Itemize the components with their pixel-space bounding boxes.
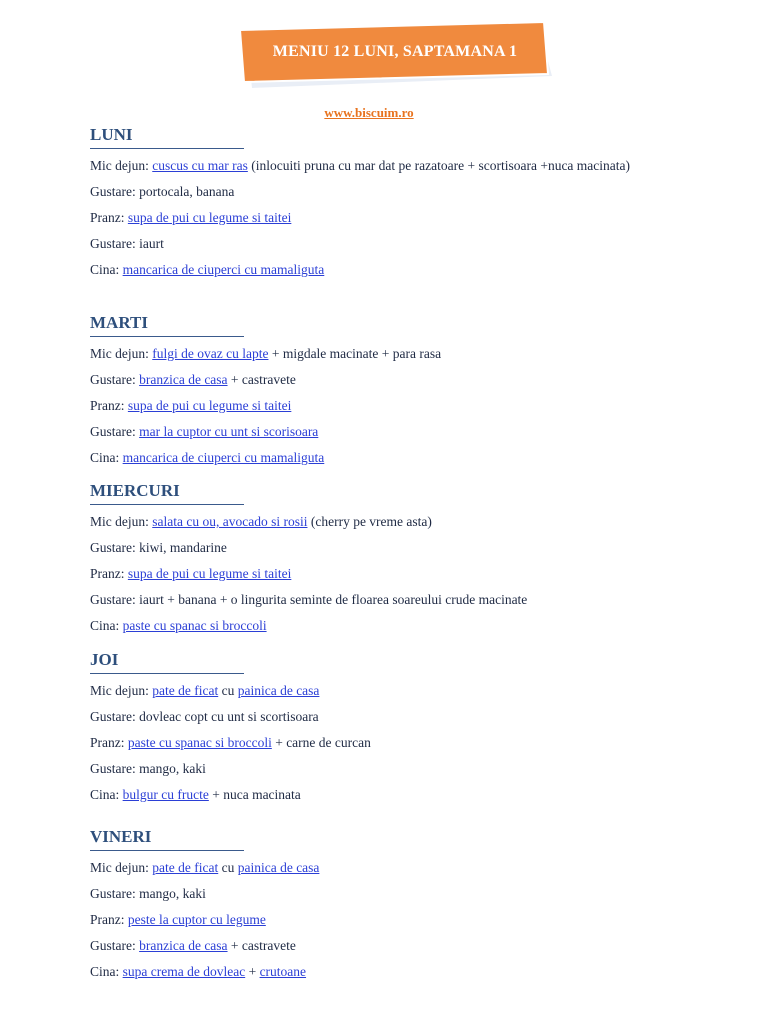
meal-text: + carne de curcan: [271, 735, 371, 750]
meal-text: + castravete: [227, 372, 296, 387]
recipe-link[interactable]: peste la cuptor cu legume: [127, 912, 266, 927]
meal-row: [90, 231, 750, 257]
site-link[interactable]: www.biscuim.ro: [324, 105, 414, 120]
recipe-link[interactable]: paste cu spanac si broccoli: [127, 735, 272, 750]
meal-label: Pranz:: [90, 210, 128, 225]
meal-row: [90, 419, 750, 445]
meal-list: [90, 509, 750, 639]
recipe-link[interactable]: cuscus cu mar ras: [152, 158, 248, 173]
meal-list: [90, 153, 750, 283]
day-heading: LUNI: [90, 125, 133, 144]
meal-row: [90, 613, 750, 639]
meal-text: iaurt + banana + o lingurita seminte de floarea soareului crude macinate: [139, 592, 528, 607]
heading-underline: [90, 504, 244, 505]
meal-label: Gustare:: [90, 184, 140, 199]
meal-label: Gustare:: [90, 592, 140, 607]
meal-text: + migdale macinate + para rasa: [268, 346, 442, 361]
meal-text: (inlocuiti pruna cu mar dat pe razatoare + scortisoara +nuca macinata): [247, 158, 631, 173]
meal-list: [90, 341, 750, 471]
meal-text: mango, kaki: [139, 886, 206, 901]
meal-row: [90, 393, 750, 419]
recipe-link[interactable]: pate de ficat: [152, 860, 219, 875]
meal-label: Mic dejun:: [90, 346, 153, 361]
recipe-link[interactable]: salata cu ou, avocado si rosii: [152, 514, 308, 529]
recipe-link[interactable]: branzica de casa: [139, 938, 228, 953]
recipe-link[interactable]: mancarica de ciuperci cu mamaliguta: [122, 262, 325, 277]
recipe-link[interactable]: branzica de casa: [139, 372, 228, 387]
meal-text: kiwi, mandarine: [139, 540, 227, 555]
meal-label: Gustare:: [90, 540, 140, 555]
recipe-link[interactable]: mar la cuptor cu unt si scorisoara: [139, 424, 319, 439]
heading-underline: [90, 336, 244, 337]
meal-label: Gustare:: [90, 886, 140, 901]
meal-text: iaurt: [139, 236, 164, 251]
meal-row: [90, 257, 750, 283]
meal-text: + castravete: [227, 938, 296, 953]
day-section-vineri: [90, 826, 750, 985]
recipe-link[interactable]: painica de casa: [237, 860, 320, 875]
meal-label: Mic dejun:: [90, 683, 153, 698]
day-heading: MARTI: [90, 313, 148, 332]
meal-row: [90, 907, 750, 933]
meal-row: [90, 881, 750, 907]
meal-label: Cina:: [90, 618, 123, 633]
meal-label: Mic dejun:: [90, 158, 153, 173]
meal-row: [90, 509, 750, 535]
recipe-link[interactable]: supa de pui cu legume si taitei: [127, 566, 292, 581]
meal-row: [90, 678, 750, 704]
recipe-link[interactable]: painica de casa: [237, 683, 320, 698]
day-section-miercuri: [90, 480, 750, 639]
meal-text: + nuca macinata: [208, 787, 301, 802]
meal-row: [90, 205, 750, 231]
meal-label: Mic dejun:: [90, 514, 153, 529]
meal-row: [90, 782, 750, 808]
meal-label: Pranz:: [90, 912, 128, 927]
meal-label: Gustare:: [90, 236, 140, 251]
meal-label: Gustare:: [90, 372, 140, 387]
meal-text: portocala, banana: [139, 184, 235, 199]
day-section-luni: [90, 124, 750, 283]
day-section-joi: [90, 649, 750, 808]
day-heading: JOI: [90, 650, 119, 669]
meal-row: [90, 730, 750, 756]
recipe-link[interactable]: crutoane: [259, 964, 307, 979]
meal-row: [90, 756, 750, 782]
meal-text: cu: [218, 860, 238, 875]
recipe-link[interactable]: paste cu spanac si broccoli: [122, 618, 267, 633]
meal-label: Pranz:: [90, 566, 128, 581]
meal-label: Gustare:: [90, 424, 140, 439]
meal-label: Cina:: [90, 787, 123, 802]
recipe-link[interactable]: pate de ficat: [152, 683, 219, 698]
meal-list: [90, 855, 750, 985]
recipe-link[interactable]: supa crema de dovleac: [122, 964, 246, 979]
meal-label: Gustare:: [90, 709, 140, 724]
recipe-link[interactable]: bulgur cu fructe: [122, 787, 209, 802]
recipe-link[interactable]: fulgi de ovaz cu lapte: [152, 346, 269, 361]
meal-label: Pranz:: [90, 735, 128, 750]
title-banner: [238, 22, 552, 88]
meal-list: [90, 678, 750, 808]
meal-row: [90, 855, 750, 881]
meal-text: mango, kaki: [139, 761, 206, 776]
meal-row: [90, 535, 750, 561]
heading-underline: [90, 850, 244, 851]
recipe-link[interactable]: mancarica de ciuperci cu mamaliguta: [122, 450, 325, 465]
meal-row: [90, 959, 750, 985]
meal-label: Mic dejun:: [90, 860, 153, 875]
meal-text: (cherry pe vreme asta): [307, 514, 432, 529]
meal-label: Cina:: [90, 450, 123, 465]
meal-row: [90, 179, 750, 205]
meal-text: +: [245, 964, 260, 979]
meal-label: Pranz:: [90, 398, 128, 413]
heading-underline: [90, 148, 244, 149]
day-section-marti: [90, 312, 750, 471]
meal-row: [90, 367, 750, 393]
meal-label: Gustare:: [90, 761, 140, 776]
recipe-link[interactable]: supa de pui cu legume si taitei: [127, 398, 292, 413]
meal-label: Cina:: [90, 964, 123, 979]
day-heading: VINERI: [90, 827, 152, 846]
recipe-link[interactable]: supa de pui cu legume si taitei: [127, 210, 292, 225]
meal-text: dovleac copt cu unt si scortisoara: [139, 709, 319, 724]
meal-label: Gustare:: [90, 938, 140, 953]
meal-row: [90, 587, 750, 613]
meal-row: [90, 153, 750, 179]
meal-row: [90, 933, 750, 959]
heading-underline: [90, 673, 244, 674]
meal-row: [90, 704, 750, 730]
meal-label: Cina:: [90, 262, 123, 277]
meal-row: [90, 341, 750, 367]
meal-row: [90, 445, 750, 471]
meal-row: [90, 561, 750, 587]
day-heading: MIERCURI: [90, 481, 180, 500]
page-title: MENIU 12 LUNI, SAPTAMANA 1: [272, 43, 518, 60]
meal-text: cu: [218, 683, 238, 698]
